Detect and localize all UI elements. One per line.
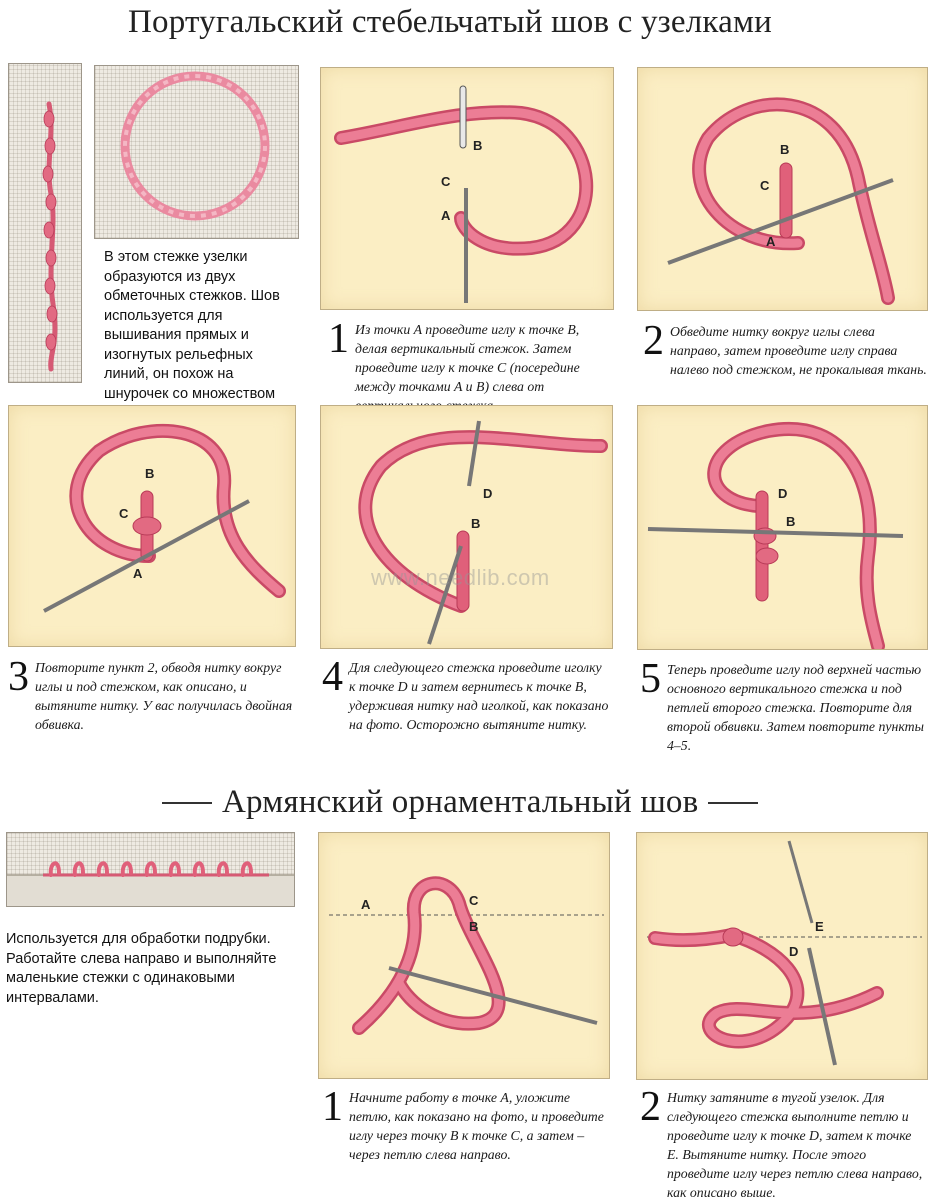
label-d: D <box>778 486 788 501</box>
step-number: 5 <box>640 656 661 702</box>
swatch-hem-stitch <box>6 832 295 907</box>
step-text: Начните работу в точке A, уложите петлю, как показано на фото, и проведите иглу через точку B к точке C, а затем – через петлю слева направо. <box>349 1090 604 1162</box>
label-b: B <box>469 919 479 934</box>
step1-illustration <box>320 67 614 310</box>
title-dash-right <box>708 802 758 804</box>
step-number: 3 <box>8 654 29 700</box>
armenian-step2-caption <box>640 1084 926 1202</box>
label-b: B <box>786 514 796 529</box>
step-number: 2 <box>640 1084 661 1130</box>
step-text: Обведите нитку вокруг иглы слева направо, затем проведите иглу справа налево под стежком, не прокалывая ткань. <box>670 324 927 377</box>
watermark: www.needlib.com <box>371 565 550 590</box>
step5-illustration <box>637 405 928 650</box>
intro-text-armenian: Используется для обработки подрубки. Работайте слева направо и выполняйте маленькие стежки с одинаковыми интервалами. <box>6 931 277 1006</box>
swatch-vertical-stitch <box>8 63 82 383</box>
step-text: Теперь проведите иглу под верхней частью основного вертикального стежка и под петлей второго стежка. Повторите для второй обвивки. Затем повторите пункты 4–5. <box>667 662 924 753</box>
intro-text-portuguese: В этом стежке узелки образуются из двух обметочных стежков. Шов используется для вышивания прямых и изогнутых рельефных линий, он похож на шнурочек со множеством <box>104 249 280 402</box>
label-b: B <box>145 466 155 481</box>
section-title-portuguese: Португальский стебельчатый шов с узелками <box>128 4 772 40</box>
step-text: Из точки A проведите иглу к точке B, делая вертикальный стежок. Затем проведите иглу к точке C (посередине между точками A и B) слева от <box>355 322 580 394</box>
label-c: C <box>119 506 129 521</box>
vertical-knotted-stitch-image <box>9 64 81 382</box>
step5-caption <box>640 656 928 755</box>
label-a: A <box>441 208 451 223</box>
label-b: B <box>473 138 483 153</box>
step-number: 1 <box>322 1084 343 1130</box>
label-e: E <box>815 919 824 934</box>
armenian-step2-illustration <box>636 832 928 1080</box>
step-number: 1 <box>328 316 349 362</box>
label-c: C <box>469 893 479 908</box>
step3-illustration <box>8 405 296 647</box>
label-a: A <box>766 234 776 249</box>
label-d: D <box>789 944 799 959</box>
step2-illustration <box>637 67 928 311</box>
hem-stitch-image <box>7 833 294 906</box>
step2-caption <box>643 318 928 379</box>
circle-knotted-stitch-image <box>95 66 298 238</box>
step-text: Нитку затяните в тугой узелок. Для следующего стежка выполните петлю и проведите иглу к точке D, затем к точке E. Вытяните нитку. После этого проведите иглу через петлю слева направо, как описано выше. <box>667 1090 923 1200</box>
swatch-circle-stitch <box>94 65 299 239</box>
section-title-armenian-wrap <box>162 784 758 821</box>
step3-caption <box>8 654 298 734</box>
step1-caption <box>328 316 613 415</box>
label-c: C <box>441 174 451 189</box>
step-number: 4 <box>322 654 343 700</box>
label-b: B <box>780 142 790 157</box>
label-b: B <box>471 516 481 531</box>
armenian-step1-caption <box>322 1084 610 1164</box>
armenian-step1-illustration <box>318 832 610 1079</box>
label-d: D <box>483 486 493 501</box>
step4-caption <box>322 654 610 734</box>
section-title-armenian: Армянский орнаментальный шов <box>222 784 699 820</box>
step4-illustration <box>320 405 613 649</box>
step-text: Для следующего стежка проведите иголку к точке D и затем вернитесь к точке B, удерживая нитку над иголкой, как показано на фото. Осторожно вытяните нитку. <box>349 660 609 732</box>
title-dash-left <box>162 802 212 804</box>
step-number: 2 <box>643 318 664 364</box>
label-a: A <box>361 897 371 912</box>
label-a: A <box>133 566 143 581</box>
label-c: C <box>760 178 770 193</box>
step-text: Повторите пункт 2, обводя нитку вокруг иглы и под стежком, как описано, и вытяните нитку. У вас получилась двойная обвивка. <box>35 660 293 732</box>
